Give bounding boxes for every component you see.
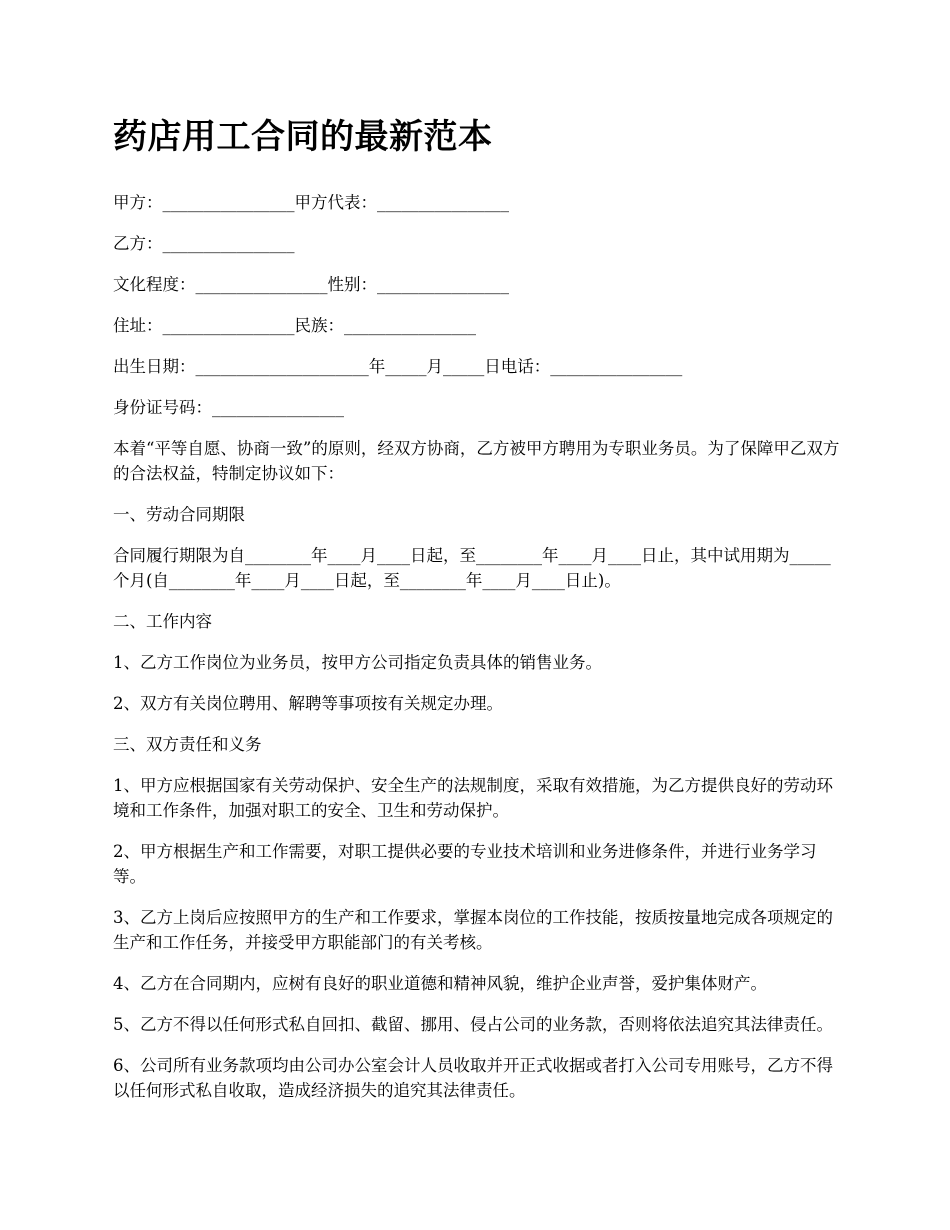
party-b-line: 乙方：________________	[113, 234, 295, 253]
duty-clause-4: 4、乙方在合同期内，应树有良好的职业道德和精神风貌，维护企业声誉，爱护集体财产。	[113, 974, 767, 993]
party-a-line: 甲方：________________甲方代表：________________	[113, 193, 509, 212]
document-title: 药店用工合同的最新范本	[113, 117, 493, 157]
document-body	[113, 112, 845, 1119]
section-heading-2: 二、工作内容	[113, 612, 212, 631]
duty-clause-2: 2、甲方根据生产和工作需要，对职工提供必要的专业技术培训和业务进修条件，并进行业务学习等。	[113, 842, 817, 886]
section-heading-3: 三、双方责任和义务	[113, 735, 262, 754]
contract-term-paragraph: 合同履行期限为自________年____月____日起，至________年____月____日止，其中试用期为_____个月(自________年____月____日起，至________年____月____日止)。	[113, 546, 831, 590]
work-clause-1: 1、乙方工作岗位为业务员，按甲方公司指定负责具体的销售业务。	[113, 653, 602, 672]
education-gender-line: 文化程度：________________性别：________________	[113, 275, 509, 294]
duty-clause-5: 5、乙方不得以任何形式私自回扣、截留、挪用、侵占公司的业务款，否则将依法追究其法律责任。	[113, 1015, 833, 1034]
work-clause-2: 2、双方有关岗位聘用、解聘等事项按有关规定办理。	[113, 694, 503, 713]
birthdate-phone-line: 出生日期：_____________________年_____月_____日电话：________________	[113, 357, 683, 376]
section-heading-1: 一、劳动合同期限	[113, 505, 245, 524]
address-ethnicity-line: 住址：________________民族：________________	[113, 316, 476, 335]
duty-clause-3: 3、乙方上岗后应按照甲方的生产和工作要求，掌握本岗位的工作技能，按质按量地完成各项规定的生产和工作任务，并接受甲方职能部门的有关考核。	[113, 908, 833, 952]
duty-clause-6: 6、公司所有业务款项均由公司办公室会计人员收取并开正式收据或者打入公司专用账号，乙方不得以任何形式私自收取，造成经济损失的追究其法律责任。	[113, 1056, 833, 1100]
id-number-line: 身份证号码：________________	[113, 398, 344, 417]
preamble-paragraph: 本着“平等自愿、协商一致”的原则，经双方协商，乙方被甲方聘用为专职业务员。为了保障甲乙双方的合法权益，特制定协议如下：	[113, 439, 840, 483]
duty-clause-1: 1、甲方应根据国家有关劳动保护、安全生产的法规制度，采取有效措施，为乙方提供良好的劳动环境和工作条件，加强对职工的安全、卫生和劳动保护。	[113, 776, 833, 820]
